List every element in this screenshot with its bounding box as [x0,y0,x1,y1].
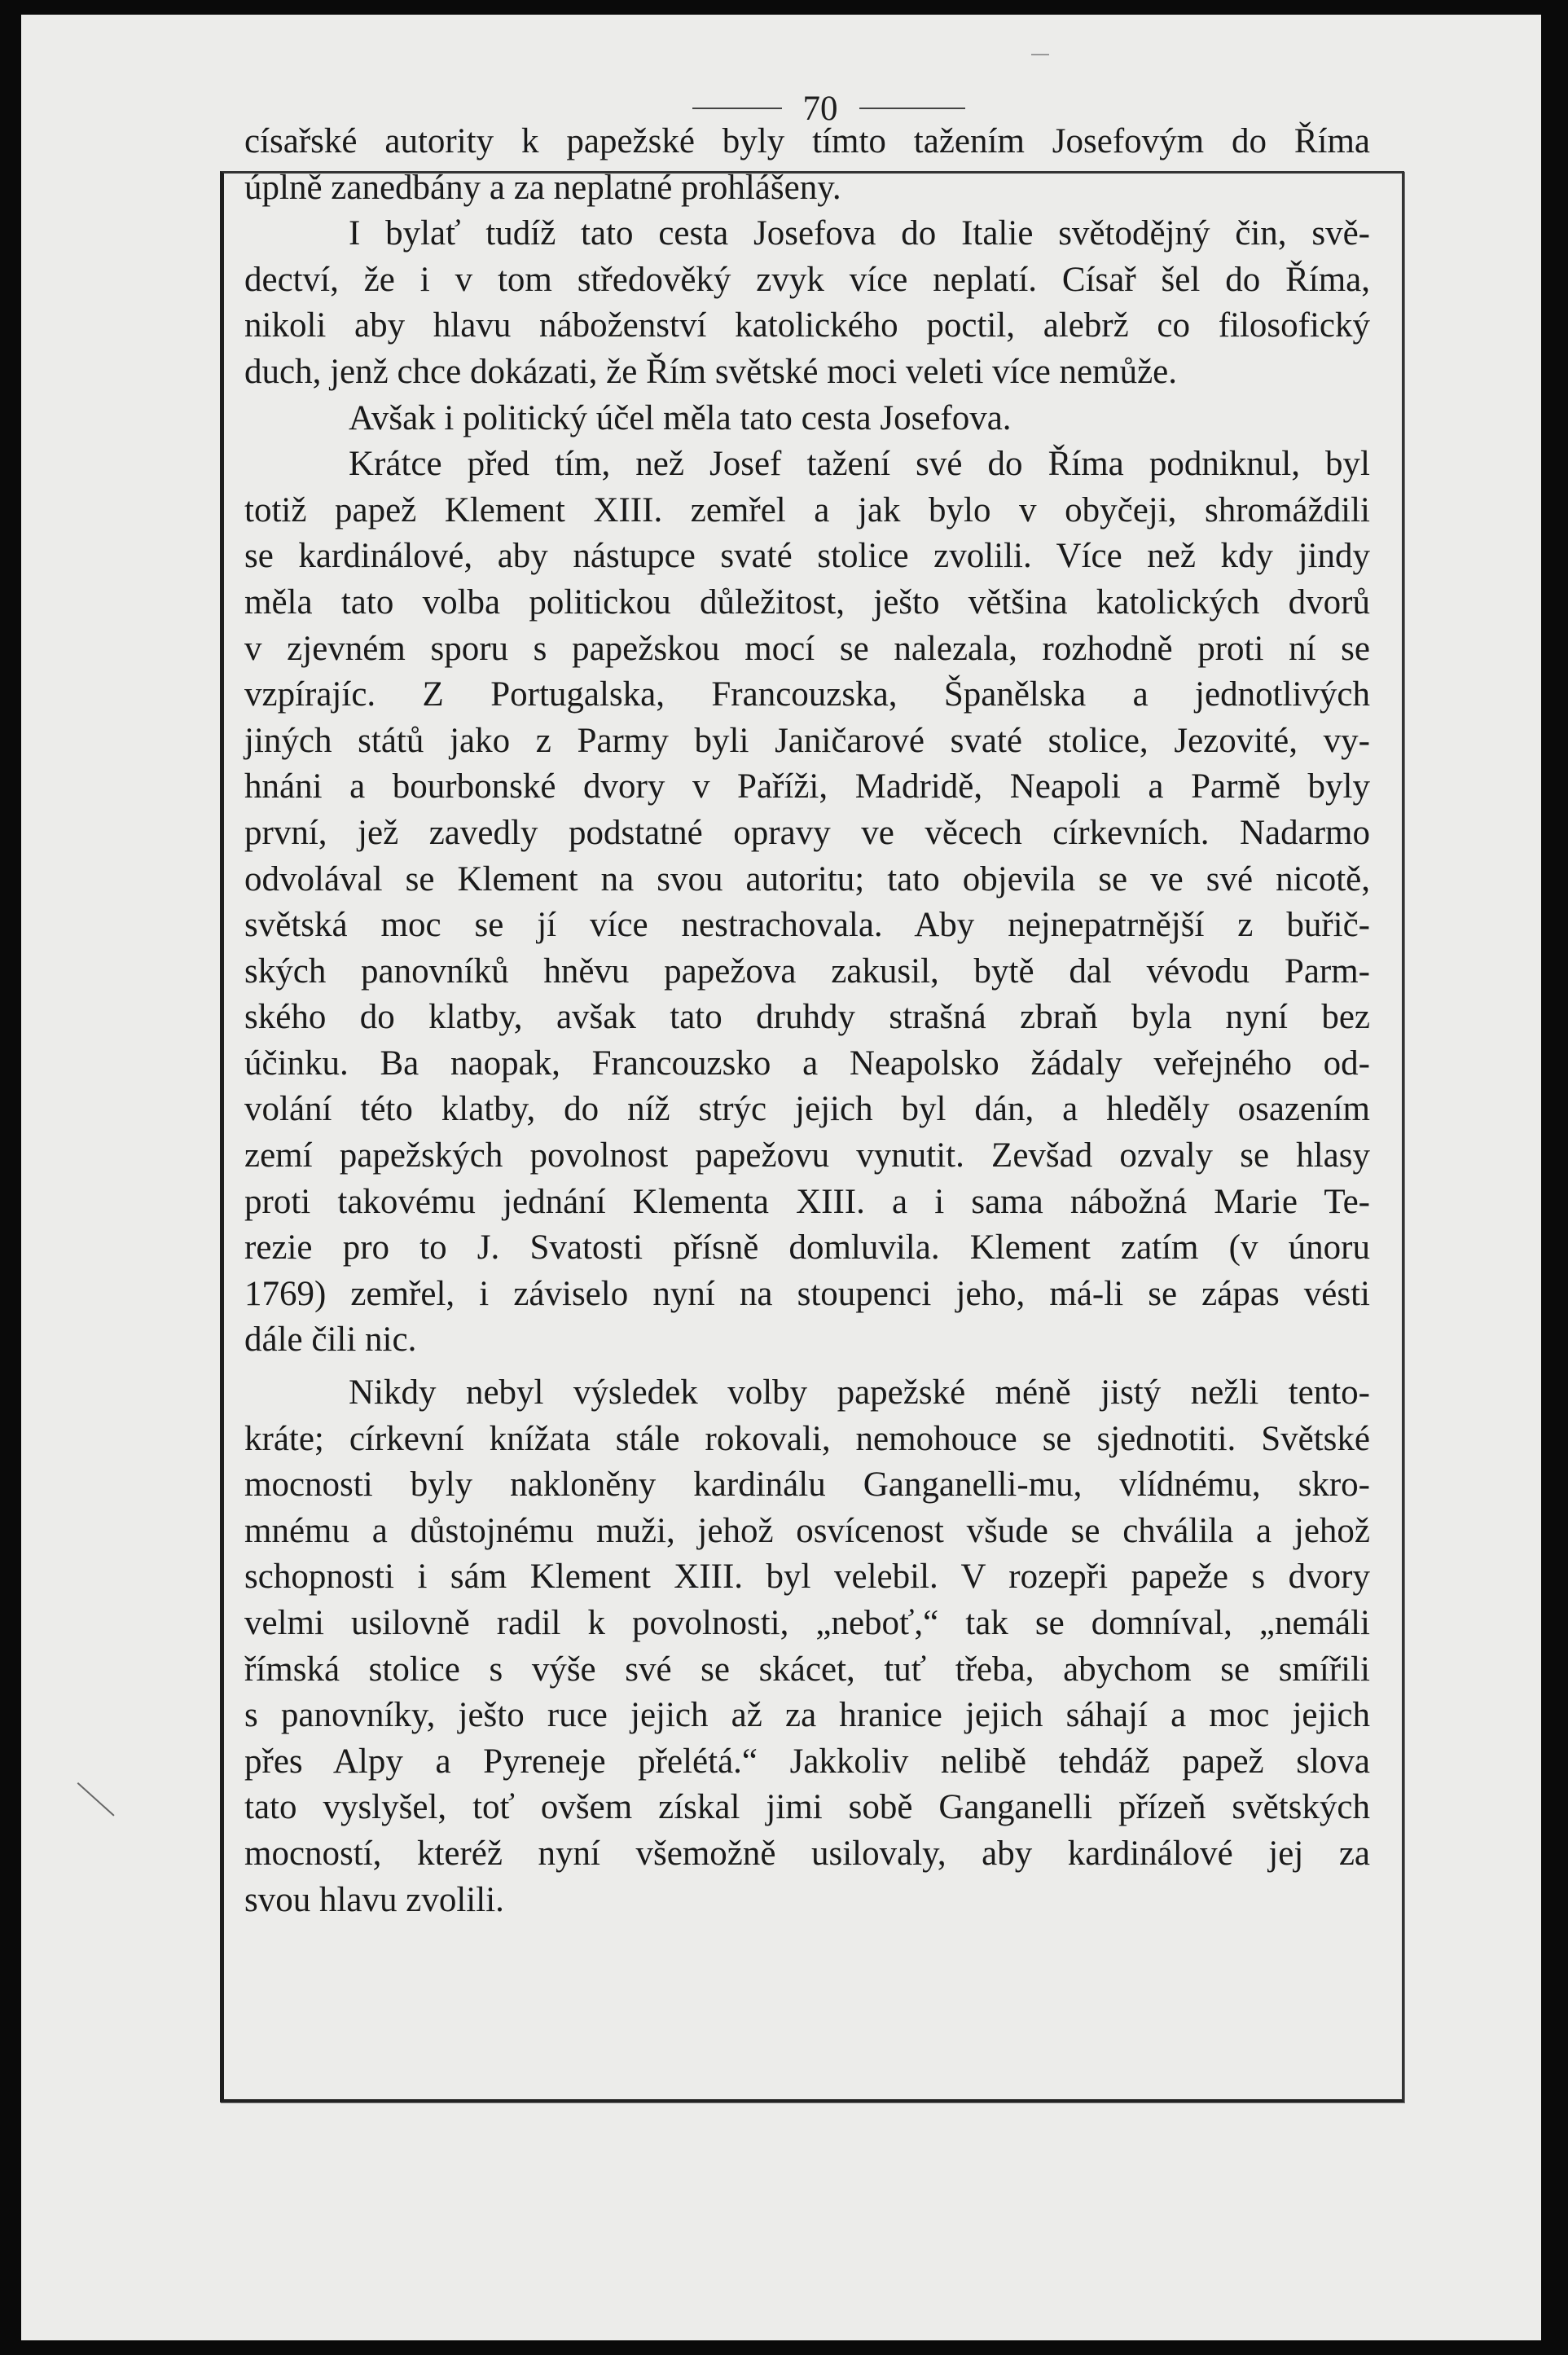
text-line: jiných států jako z Parmy byli Janičarové svaté stolice, Jezovité, vy- [244,721,1370,760]
text-line: s panovníky, ješto ruce jejich až za hranice jejich sáhají a moc jejich [244,1696,1370,1735]
text-line: světská moc se jí více nestrachovala. Aby nejnepatrnější z buřič- [244,906,1370,945]
text-line: 1769) zemřel, i záviselo nyní na stoupenci jeho, má-li se zápas vésti [244,1274,1370,1313]
text-line: se kardinálové, aby nástupce svaté stolice zvolili. Více než kdy jindy [244,537,1370,576]
text-line: měla tato volba politickou důležitost, ješto většina katolických dvorů [244,582,1370,622]
book-page [21,15,1541,2340]
text-line: římská stolice s výše své se skácet, tuť třeba, abychom se smířili [244,1650,1370,1689]
paragraph [244,442,1370,1364]
text-line: Krátce před tím, než Josef tažení své do Říma podniknul, byl [349,445,1370,484]
paragraph [244,211,1370,395]
text-line: rezie pro to J. Svatosti přísně domluvila. Klement zatím (v únoru [244,1228,1370,1268]
text-line: tato vyslyšel, toť ovšem získal jimi sobě Ganganelli přízeň světských [244,1788,1370,1827]
text-line: I bylať tudíž tato cesta Josefova do Italie světodějný čin, svě- [349,214,1370,253]
page-number: 70 [802,89,838,128]
paragraph [244,1370,1370,1923]
text-line: volání této klatby, do níž strýc jejich byl dán, a hleděly osazením [244,1090,1370,1129]
text-line: proti takovému jednání Klementa XIII. a i sama nábožná Marie Te- [244,1182,1370,1221]
text-line: duch, jenž chce dokázati, že Řím světské moci veleti více nemůže. [244,352,1178,391]
edge-mark [1031,54,1049,55]
text-line: velmi usilovně radil k povolnosti, „neboť,“ tak se domníval, „nemáli [244,1604,1370,1642]
text-line: schopnosti i sám Klement XIII. byl velebil. V rozepři papeže s dvory [244,1558,1370,1597]
text-line: v zjevném sporu s papežskou mocí se nalezala, rozhodně proti ní se [244,629,1370,668]
text-line: odvolával se Klement na svou autoritu; tato objevila se ve své nicotě, [244,859,1370,899]
text-line: císařské autority k papežské byly tímto tažením Josefovým do Říma [244,122,1370,160]
text-line: kráte; církevní knížata stále rokovali, nemohouce se sjednotiti. Světské [244,1419,1370,1458]
text-line: dále čili nic. [244,1320,417,1360]
text-line: mnému a důstojnému muži, jehož osvícenost všude se chválila a jehož [244,1511,1370,1550]
text-line: mocnosti byly nakloněny kardinálu Ganganelli-mu, vlídnému, skro- [244,1465,1370,1505]
text-line: přes Alpy a Pyreneje přelétá.“ Jakkoliv nelibě tehdáž papež slova [244,1742,1370,1781]
text-line: první, jež zavedly podstatné opravy ve věcech církevních. Nadarmo [244,813,1370,852]
text-line: vzpírajíc. Z Portugalska, Francouzska, Španělska a jednotlivých [244,675,1370,714]
paragraph [244,396,1370,442]
text-line: ského do klatby, avšak tato druhdy strašná zbraň byla nyní bez [244,998,1370,1037]
text-line: svou hlavu zvolili. [244,1880,504,1919]
text-line: zemí papežských povolnost papežovu vynutit. Zevšad ozvaly se hlasy [244,1136,1370,1175]
text-line: hnáni a bourbonské dvory v Paříži, Madridě, Neapoli a Parmě byly [244,767,1370,806]
body-text [244,119,1370,1923]
paragraph [244,119,1370,211]
header-rule-left [692,108,782,109]
text-line: mocností, kteréž nyní všemožně usilovaly, aby kardinálové jej za [244,1834,1370,1873]
text-line: účinku. Ba naopak, Francouzsko a Neapolsko žádaly veřejného od- [244,1043,1370,1083]
text-line: Nikdy nebyl výsledek volby papežské méně jistý nežli tento- [349,1373,1370,1413]
header-rule-right [859,108,965,109]
margin-pen-mark [77,1782,115,1817]
text-line: nikoli aby hlavu náboženství katolického poctil, alebrž co filosofický [244,306,1370,345]
text-line: Avšak i politický účel měla tato cesta Josefova. [349,398,1012,437]
text-line: dectví, že i v tom středověký zvyk více neplatí. Císař šel do Říma, [244,260,1370,299]
text-line: úplně zanedbány a za neplatné prohlášeny. [244,168,841,207]
text-line: totiž papež Klement XIII. zemřel a jak bylo v obyčeji, shromáždili [244,490,1370,529]
text-line: ských panovníků hněvu papežova zakusil, bytě dal vévodu Parm- [244,951,1370,991]
